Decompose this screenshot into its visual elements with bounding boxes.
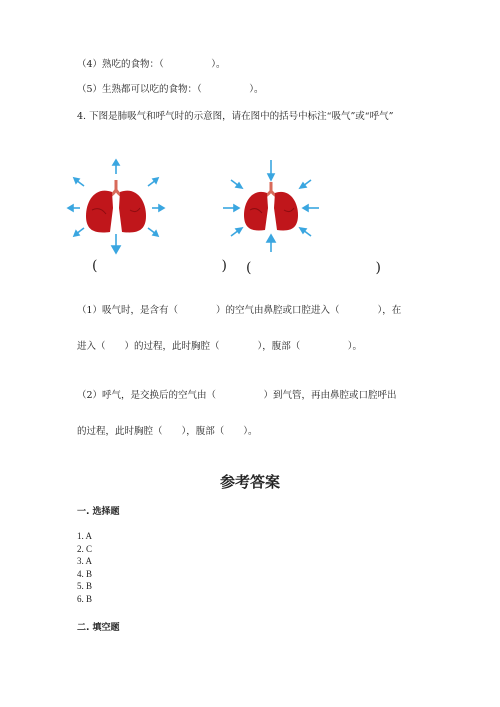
- blank-line-1: （1）吸气时，是含有（ ）的空气由鼻腔或口腔进入（ ），在: [77, 305, 402, 316]
- answer-item: 1. A: [77, 531, 93, 541]
- arrows-outward-icon: [68, 160, 164, 253]
- section-fill-title: 二. 填空题: [77, 623, 120, 633]
- arrows-inward-icon: [223, 160, 319, 252]
- question-4-text: 4. 下图是肺吸气和呼气时的示意图，请在图中的括号中标注“吸气”或“呼气”: [77, 111, 394, 122]
- blank-line-3: （2）呼气，是交换后的空气由（ ）到气管，再由鼻腔或口腔呼出: [77, 390, 397, 401]
- answer-paren-right: ( ): [246, 260, 413, 276]
- answer-item: 6. B: [77, 593, 93, 604]
- item-4-text: （4）熟吃的食物：（ ）。: [77, 59, 226, 70]
- section-choice-title: 一. 选择题: [77, 507, 120, 517]
- choice-answers-list: [77, 530, 92, 605]
- blank-line-4: 的过程，此时胸腔（ ），腹部（ ）。: [77, 426, 258, 437]
- lungs-icon: [86, 180, 146, 232]
- lungs-icon: [244, 182, 298, 230]
- answer-item: 5. B: [77, 581, 93, 591]
- answer-item: 3. A: [77, 556, 93, 566]
- blank-line-2: 进入（ ）的过程，此时胸腔（ ），腹部（ ）。: [77, 341, 363, 352]
- answers-title: 参考答案: [219, 473, 280, 491]
- answer-paren-left: ( ): [92, 258, 259, 274]
- answer-item: 2. C: [77, 543, 93, 554]
- answer-item: 4. B: [77, 568, 93, 579]
- item-5-text: （5）生熟都可以吃的食物：（ ）。: [77, 84, 264, 95]
